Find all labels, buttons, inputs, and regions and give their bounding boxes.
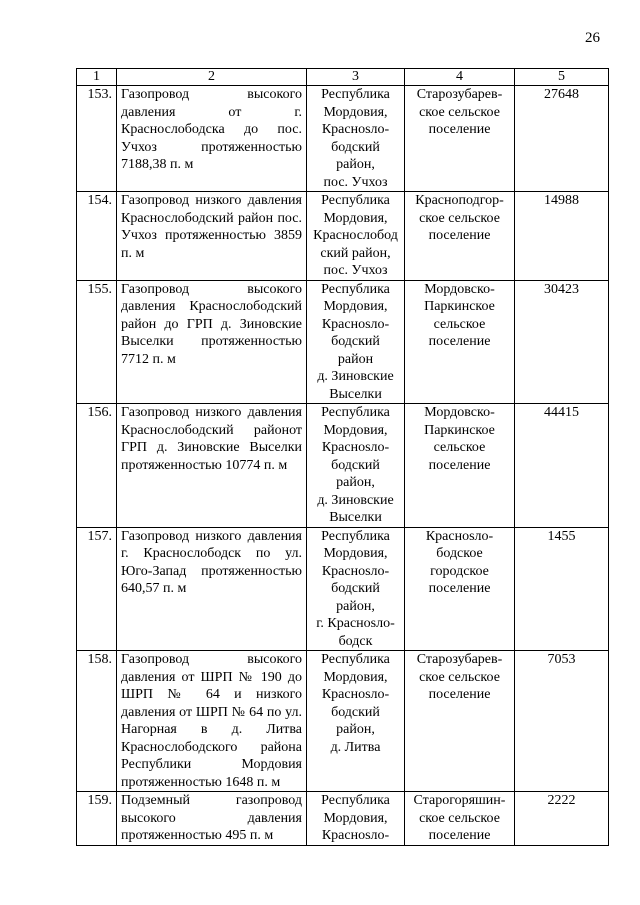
settlement-name — [405, 86, 515, 192]
pipeline-location — [307, 792, 405, 846]
pipeline-description: Подземный газопровод высокого давления протяженностью 495 п. м — [117, 792, 307, 846]
settlement-line: ское сельское — [419, 810, 500, 826]
settlement-name — [405, 404, 515, 528]
location-line: район, — [336, 598, 375, 614]
column-number-header-row — [77, 69, 609, 86]
settlement-name — [405, 527, 515, 651]
location-line: Краснosло- — [321, 563, 390, 579]
location-line: район, — [336, 722, 375, 737]
location-line: район — [337, 351, 374, 367]
settlement-name — [405, 651, 515, 792]
pipeline-value: 30423 — [515, 280, 609, 404]
settlement-line: поселение — [428, 828, 491, 843]
location-line: Мордовия, — [323, 422, 388, 438]
pipeline-value: 2222 — [515, 792, 609, 846]
table-row — [77, 792, 609, 846]
settlement-line: поселение — [428, 457, 491, 473]
location-line: Мордовия, — [323, 299, 388, 314]
table-row — [77, 280, 609, 404]
location-line: Республика — [321, 793, 390, 808]
pipeline-value: 44415 — [515, 404, 609, 528]
row-number: 156. — [77, 404, 117, 528]
location-line: Краснosло- — [321, 440, 390, 455]
location-line: г. Краснosло- — [316, 616, 395, 631]
settlement-line: Старозубарев- — [416, 87, 503, 102]
settlement-line: ское сельское — [419, 669, 500, 685]
table-row — [77, 404, 609, 528]
pipeline-value: 14988 — [515, 192, 609, 281]
table-row — [77, 651, 609, 792]
location-line: Республика — [321, 193, 390, 208]
settlement-line: Красноподгор- — [415, 193, 504, 208]
location-line: Выселки — [329, 510, 382, 525]
column-header-5: 5 — [515, 69, 609, 86]
settlement-line: Старогоряшин- — [413, 793, 506, 808]
settlement-line: поселение — [428, 334, 491, 349]
settlement-line: городское — [430, 563, 489, 579]
pipeline-value: 27648 — [515, 86, 609, 192]
settlement-line: сельское — [433, 316, 486, 332]
location-line: бодский — [331, 334, 380, 349]
location-line: Краснosло- — [321, 122, 390, 137]
pipeline-description: Газопровод низкого давления г. Краснослободск по ул. Юго-Запад протяженностью 640,57 п. м — [117, 527, 307, 651]
row-number: 153. — [77, 86, 117, 192]
location-line: пос. Учхоз — [323, 263, 388, 278]
settlement-line: Мордовско- — [424, 405, 495, 420]
settlement-line: сельское — [433, 440, 486, 455]
location-line: д. Литва — [330, 739, 381, 755]
row-number: 155. — [77, 280, 117, 404]
settlement-name — [405, 192, 515, 281]
settlement-line: поселение — [428, 581, 491, 596]
row-number: 159. — [77, 792, 117, 846]
column-header-4: 4 — [405, 69, 515, 86]
pipeline-description: Газопровод высокого давления от г. Краснослободска до пос. Учхоз протяженностью 7188,38 п. м — [117, 86, 307, 192]
gas-pipeline-registry-table — [76, 68, 609, 846]
location-line: д. Зиновские — [317, 369, 394, 384]
pipeline-description: Газопровод низкого давления Краснослободский район пос. Учхоз протяженностью 3859 п. м — [117, 192, 307, 281]
pipeline-description: Газопровод высокого давления от ШРП № 190 до ШРП № 64 и низкого давления от ШРП № 64 по ул. Нагорная в д. Литва Краснослободского района Республики Мордовия протяженностью 1648 п. м — [117, 651, 307, 792]
settlement-line: поселение — [428, 228, 491, 243]
location-line: Республика — [321, 87, 390, 102]
row-number: 157. — [77, 527, 117, 651]
location-line: район, — [336, 475, 375, 490]
location-line: Мордовия, — [323, 546, 388, 561]
settlement-line: поселение — [428, 122, 491, 137]
location-line: бодский — [331, 704, 380, 720]
location-line: Краснosло- — [321, 687, 390, 702]
location-line: пос. Учхоз — [323, 174, 388, 190]
settlement-line: поселение — [428, 687, 491, 702]
table-row — [77, 192, 609, 281]
location-line: д. Зиновские — [317, 492, 394, 508]
location-line: Мордовия, — [323, 210, 388, 226]
location-line: Краснosло- — [321, 316, 390, 332]
pipeline-description: Газопровод высокого давления Краснослободский район до ГРП д. Зиновские Выселки протяженностью 7712 п. м — [117, 280, 307, 404]
settlement-line: ское сельское — [419, 210, 500, 226]
settlement-line: Паркинское — [424, 422, 495, 438]
table-row — [77, 527, 609, 651]
pipeline-description: Газопровод низкого давления Краснослободский районот ГРП д. Зиновские Выселки протяженностью 10774 п. м — [117, 404, 307, 528]
column-header-1: 1 — [77, 69, 117, 86]
location-line: Выселки — [329, 386, 382, 402]
location-line: Республика — [321, 528, 390, 544]
location-line: ский район, — [320, 245, 391, 261]
location-line: Республика — [321, 652, 390, 667]
location-line: Мордовия, — [323, 810, 388, 826]
location-line: Мордовия, — [323, 669, 388, 685]
pipeline-location — [307, 527, 405, 651]
settlement-line: Паркинское — [424, 299, 495, 314]
pipeline-location — [307, 651, 405, 792]
settlement-line: ское сельское — [419, 104, 500, 120]
pipeline-location — [307, 192, 405, 281]
settlement-line: Краснosло- — [425, 528, 494, 544]
location-line: Краснosло- — [321, 828, 390, 843]
page-number: 26 — [585, 30, 600, 46]
location-line: бодск — [338, 633, 373, 649]
registry-table-body — [77, 69, 609, 846]
location-line: Мордовия, — [323, 104, 388, 120]
location-line: бодский — [331, 581, 380, 596]
pipeline-location — [307, 86, 405, 192]
pipeline-value: 7053 — [515, 651, 609, 792]
column-header-3: 3 — [307, 69, 405, 86]
settlement-name — [405, 280, 515, 404]
row-number: 158. — [77, 651, 117, 792]
settlement-line: Старозубарев- — [416, 652, 503, 667]
settlement-line: бодское — [436, 546, 483, 561]
location-line: Республика — [321, 281, 390, 297]
settlement-name — [405, 792, 515, 846]
settlement-line: Мордовско- — [424, 281, 495, 297]
location-line: Республика — [321, 405, 390, 420]
row-number: 154. — [77, 192, 117, 281]
pipeline-location — [307, 404, 405, 528]
location-line: бодский — [331, 457, 380, 473]
pipeline-location — [307, 280, 405, 404]
column-header-2: 2 — [117, 69, 307, 86]
location-line: Краснослобод — [313, 228, 398, 243]
table-row — [77, 86, 609, 192]
location-line: бодский — [331, 139, 380, 155]
pipeline-value: 1455 — [515, 527, 609, 651]
location-line: район, — [336, 157, 375, 172]
